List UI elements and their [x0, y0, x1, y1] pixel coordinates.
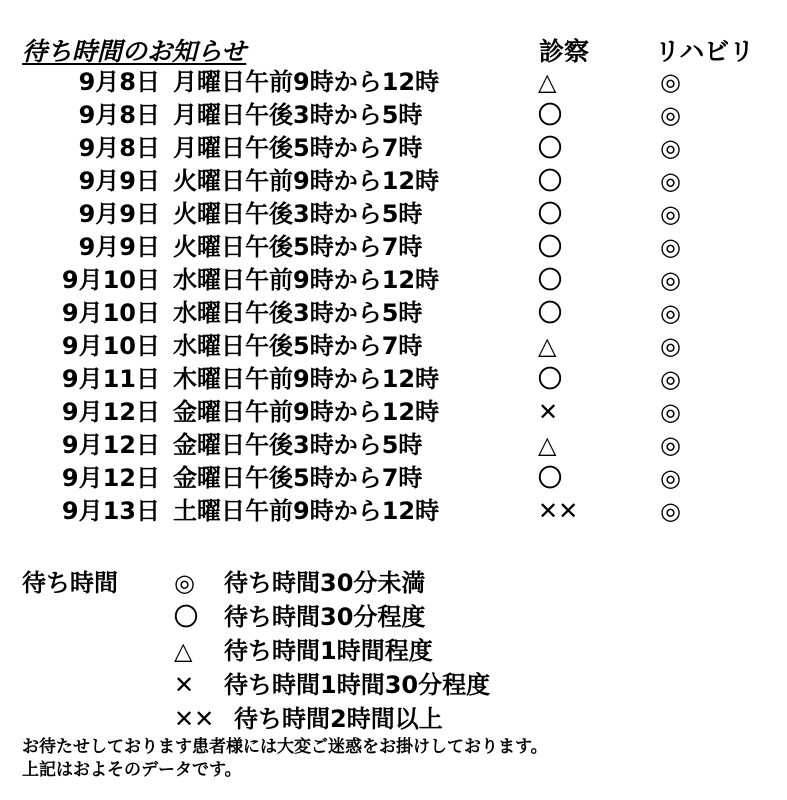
row-rehab-status: ◎	[660, 398, 681, 426]
row-time-slot: 月曜日午後3時から5時	[173, 101, 423, 129]
row-date: 9月9日	[78, 200, 160, 228]
row-rehab-status: ◎	[660, 299, 681, 327]
row-date: 9月10日	[61, 332, 160, 360]
row-time-slot: 月曜日午後5時から7時	[173, 134, 423, 162]
legend-symbol: △	[174, 637, 193, 665]
row-date: 9月13日	[61, 497, 160, 525]
row-shinsatsu-status: 〇	[538, 299, 562, 327]
row-date: 9月9日	[78, 233, 160, 261]
row-time-slot: 水曜日午後3時から5時	[173, 299, 423, 327]
table-row	[0, 99, 787, 132]
legend-text: 待ち時間30分未満	[224, 569, 426, 597]
row-time-slot: 火曜日午前9時から12時	[173, 167, 440, 195]
table-row	[0, 231, 787, 264]
row-time-slot: 火曜日午後3時から5時	[173, 200, 423, 228]
row-rehab-status: ◎	[660, 200, 681, 228]
table-row	[0, 132, 787, 165]
row-shinsatsu-status: ✕✕	[538, 497, 579, 525]
row-rehab-status: ◎	[660, 167, 681, 195]
legend-symbol: ◎	[174, 569, 195, 597]
row-shinsatsu-status: △	[538, 431, 557, 459]
row-shinsatsu-status: △	[538, 68, 557, 96]
legend-text: 待ち時間1時間30分程度	[224, 671, 491, 699]
row-rehab-status: ◎	[660, 134, 681, 162]
legend-item	[174, 566, 574, 600]
legend-symbol: 〇	[174, 603, 198, 631]
row-date: 9月11日	[61, 365, 160, 393]
column-header-shinsatsu: 診察	[539, 37, 590, 66]
row-time-slot: 金曜日午前9時から12時	[173, 398, 440, 426]
legend-label: 待ち時間	[22, 569, 118, 597]
row-rehab-status: ◎	[660, 365, 681, 393]
table-row	[0, 198, 787, 231]
row-shinsatsu-status: 〇	[538, 167, 562, 195]
row-date: 9月12日	[61, 464, 160, 492]
row-shinsatsu-status: 〇	[538, 134, 562, 162]
row-rehab-status: ◎	[660, 431, 681, 459]
table-row	[0, 429, 787, 462]
row-shinsatsu-status: 〇	[538, 200, 562, 228]
legend-item	[174, 634, 574, 668]
table-row	[0, 363, 787, 396]
row-date: 9月8日	[78, 134, 160, 162]
legend-text: 待ち時間2時間以上	[234, 705, 443, 733]
legend-item	[174, 702, 574, 736]
table-row	[0, 495, 787, 528]
row-rehab-status: ◎	[660, 497, 681, 525]
row-time-slot: 木曜日午前9時から12時	[173, 365, 440, 393]
table-row	[0, 462, 787, 495]
row-shinsatsu-status: △	[538, 332, 557, 360]
table-row	[0, 264, 787, 297]
row-date: 9月8日	[78, 68, 160, 96]
column-header-rehab: リハビリ	[655, 37, 755, 66]
legend-symbol: ✕✕	[174, 705, 215, 733]
row-date: 9月8日	[78, 101, 160, 129]
apology-note: お待たせしております患者様には大変ご迷惑をお掛けしております。	[22, 737, 548, 757]
legend-symbol: ✕	[174, 671, 195, 699]
row-time-slot: 土曜日午前9時から12時	[173, 497, 440, 525]
row-time-slot: 火曜日午後5時から7時	[173, 233, 423, 261]
row-shinsatsu-status: ✕	[538, 398, 559, 426]
row-time-slot: 水曜日午前9時から12時	[173, 266, 440, 294]
row-date: 9月12日	[61, 398, 160, 426]
data-disclaimer-note: 上記はおよそのデータです。	[22, 760, 242, 780]
row-date: 9月9日	[78, 167, 160, 195]
row-date: 9月12日	[61, 431, 160, 459]
row-time-slot: 月曜日午前9時から12時	[173, 68, 440, 96]
row-shinsatsu-status: 〇	[538, 101, 562, 129]
table-row	[0, 66, 787, 99]
legend-item	[174, 600, 574, 634]
row-shinsatsu-status: 〇	[538, 233, 562, 261]
row-rehab-status: ◎	[660, 68, 681, 96]
table-row	[0, 330, 787, 363]
table-row	[0, 297, 787, 330]
table-row	[0, 396, 787, 429]
row-rehab-status: ◎	[660, 233, 681, 261]
row-rehab-status: ◎	[660, 464, 681, 492]
row-rehab-status: ◎	[660, 266, 681, 294]
row-shinsatsu-status: 〇	[538, 266, 562, 294]
row-rehab-status: ◎	[660, 101, 681, 129]
row-time-slot: 水曜日午後5時から7時	[173, 332, 423, 360]
legend-text: 待ち時間30分程度	[224, 603, 426, 631]
row-time-slot: 金曜日午後3時から5時	[173, 431, 423, 459]
table-row	[0, 165, 787, 198]
row-rehab-status: ◎	[660, 332, 681, 360]
legend-text: 待ち時間1時間程度	[224, 637, 433, 665]
row-shinsatsu-status: 〇	[538, 464, 562, 492]
row-shinsatsu-status: 〇	[538, 365, 562, 393]
row-date: 9月10日	[61, 299, 160, 327]
legend-item	[174, 668, 574, 702]
row-time-slot: 金曜日午後5時から7時	[173, 464, 423, 492]
row-date: 9月10日	[61, 266, 160, 294]
page-title: 待ち時間のお知らせ	[22, 37, 247, 66]
